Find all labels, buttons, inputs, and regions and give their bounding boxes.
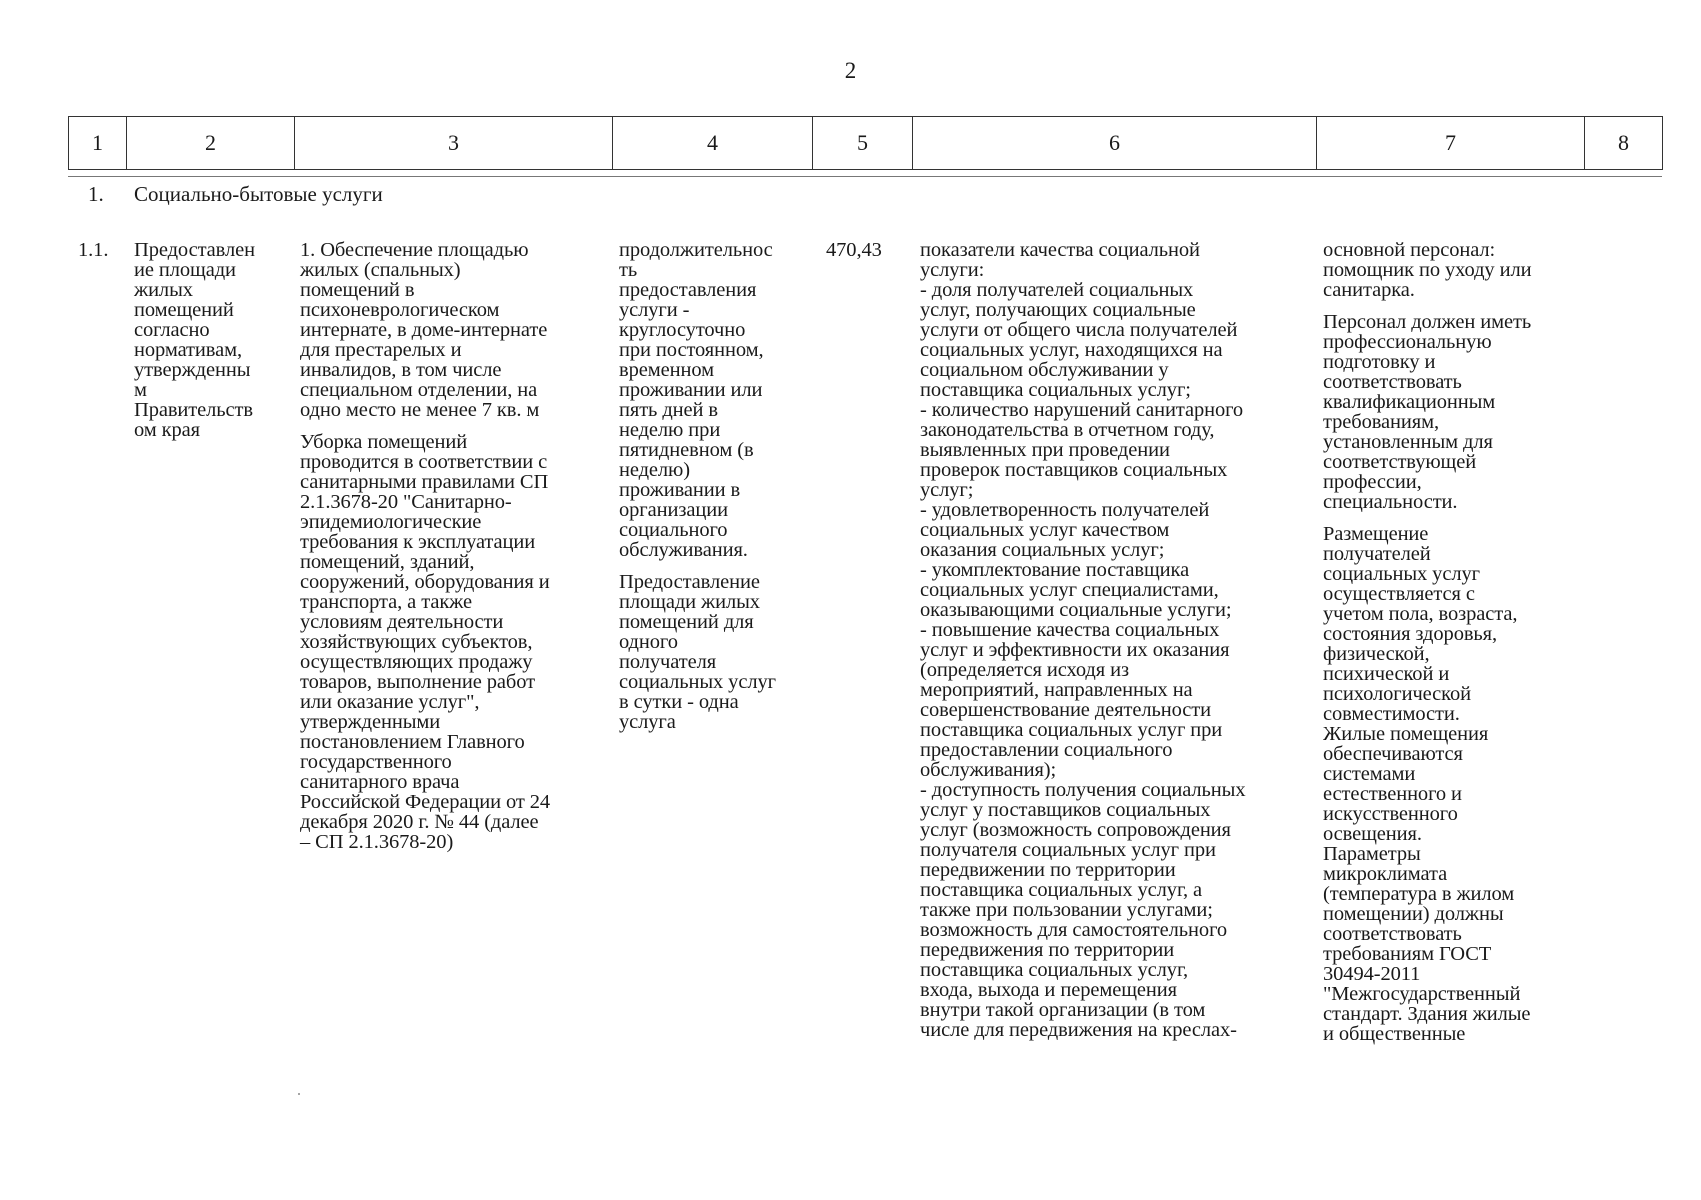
service-name-cell [134, 240, 282, 452]
row-number-text: 1.1. [78, 239, 109, 261]
service-name-text: Предоставлен ие площади жилых помещений согласно нормативам, утвержденны м Правительств ом края [134, 239, 255, 441]
conditions-cell [1323, 240, 1593, 1044]
service-content-paragraph: Уборка помещений проводится в соответствии с санитарными правилами СП 2.1.3678-20 "Санитарно- эпидемиологические требования к эксплуатации помещений, зданий, сооружений, оборудования и транспорта, а также условиям деятельности хозяйствующих субъектов, осуществляющих продажу товаров, выполнение работ или оказание услуг", утвержденными постановлением Главного государственного санитарного врача Российской Федерации от 24 декабря 2020 г. № 44 (далее – СП 2.1.3678-20) [300, 431, 551, 853]
scan-speck [298, 1093, 300, 1095]
conditions-paragraph: Размещение получателей социальных услуг осуществляется с учетом пола, возраста, состояния здоровья, физической, психической и психологической совместимости. Жилые помещения обеспечиваются системами естественного и искусственного освещения. Параметры микроклимата (температура в жилом помещении) должны соответствовать требованиям ГОСТ 30494-2011 "Межгосударственный стандарт. Здания жилые и общественные [1323, 523, 1531, 1045]
service-duration-cell [619, 240, 819, 744]
tariff-value: 470,43 [826, 239, 882, 261]
section-title: Социально-бытовые услуги [134, 182, 383, 206]
quality-indicators-cell [920, 240, 1325, 1052]
column-number-8: 8 [1585, 117, 1663, 170]
column-number-header [68, 116, 1663, 170]
column-number-6: 6 [913, 117, 1317, 170]
column-number-5: 5 [813, 117, 913, 170]
table-rule [68, 176, 1662, 177]
service-content-paragraph: 1. Обеспечение площадью жилых (спальных) помещений в психоневрологическом интернате, в доме-интернате для престарелых и инвалидов, в том числе специальном отделении, на одно место не менее 7 кв. м [300, 239, 548, 421]
tariff-cell [826, 240, 906, 272]
section-number: 1. [88, 182, 104, 206]
service-duration-paragraph: продолжительнос ть предоставления услуги - круглосуточно при постоянном, временном проживании или пять дней в неделю при пятидневном (в неделю) проживании в организации социального обслуживания. [619, 239, 773, 561]
column-number-7: 7 [1317, 117, 1585, 170]
quality-indicators-text: показатели качества социальной услуги: - доля получателей социальных услуг, получающих социальные услуги от общего числа получателей социальных услуг, находящихся на социальном обслуживании у поставщика социальных услуг; - количество нарушений санитарного законодательства в отчетном году, выявленных при проведении проверок поставщиков социальных услуг; - удовлетворенность получателей социальных услуг качеством оказания социальных услуг; - укомплектование поставщика социальных услуг специалистами, оказывающими социальные услуги; - повышение качества социальных услуг и эффективности их оказания (определяется исходя из мероприятий, направленных на совершенствование деятельности поставщика социальных услуг при предоставлении социального обслуживания); - доступность получения социальных услуг у поставщиков социальных услуг (возможность сопровождения получателя социальных услуг при передвижении по территории поставщика социальных услуг, а также при пользовании услугами; возможность для самостоятельного передвижения по территории поставщика социальных услуг, входа, выхода и перемещения внутри такой организации (в том числе для передвижения на креслах- [920, 239, 1246, 1041]
service-duration-paragraph: Предоставление площади жилых помещений для одного получателя социальных услуг в сутки - одна услуга [619, 571, 776, 733]
column-number-2: 2 [127, 117, 295, 170]
row-number [78, 240, 118, 272]
page-number: 2 [844, 58, 857, 83]
column-number-3: 3 [295, 117, 613, 170]
conditions-paragraph: основной персонал: помощник по уходу или санитарка. [1323, 239, 1532, 301]
column-number-1: 1 [69, 117, 127, 170]
service-content-cell [300, 240, 610, 864]
column-number-4: 4 [613, 117, 813, 170]
conditions-paragraph: Персонал должен иметь профессиональную подготовку и соответствовать квалификационным требованиям, установленным для соответствующей профессии, специальности. [1323, 311, 1532, 513]
